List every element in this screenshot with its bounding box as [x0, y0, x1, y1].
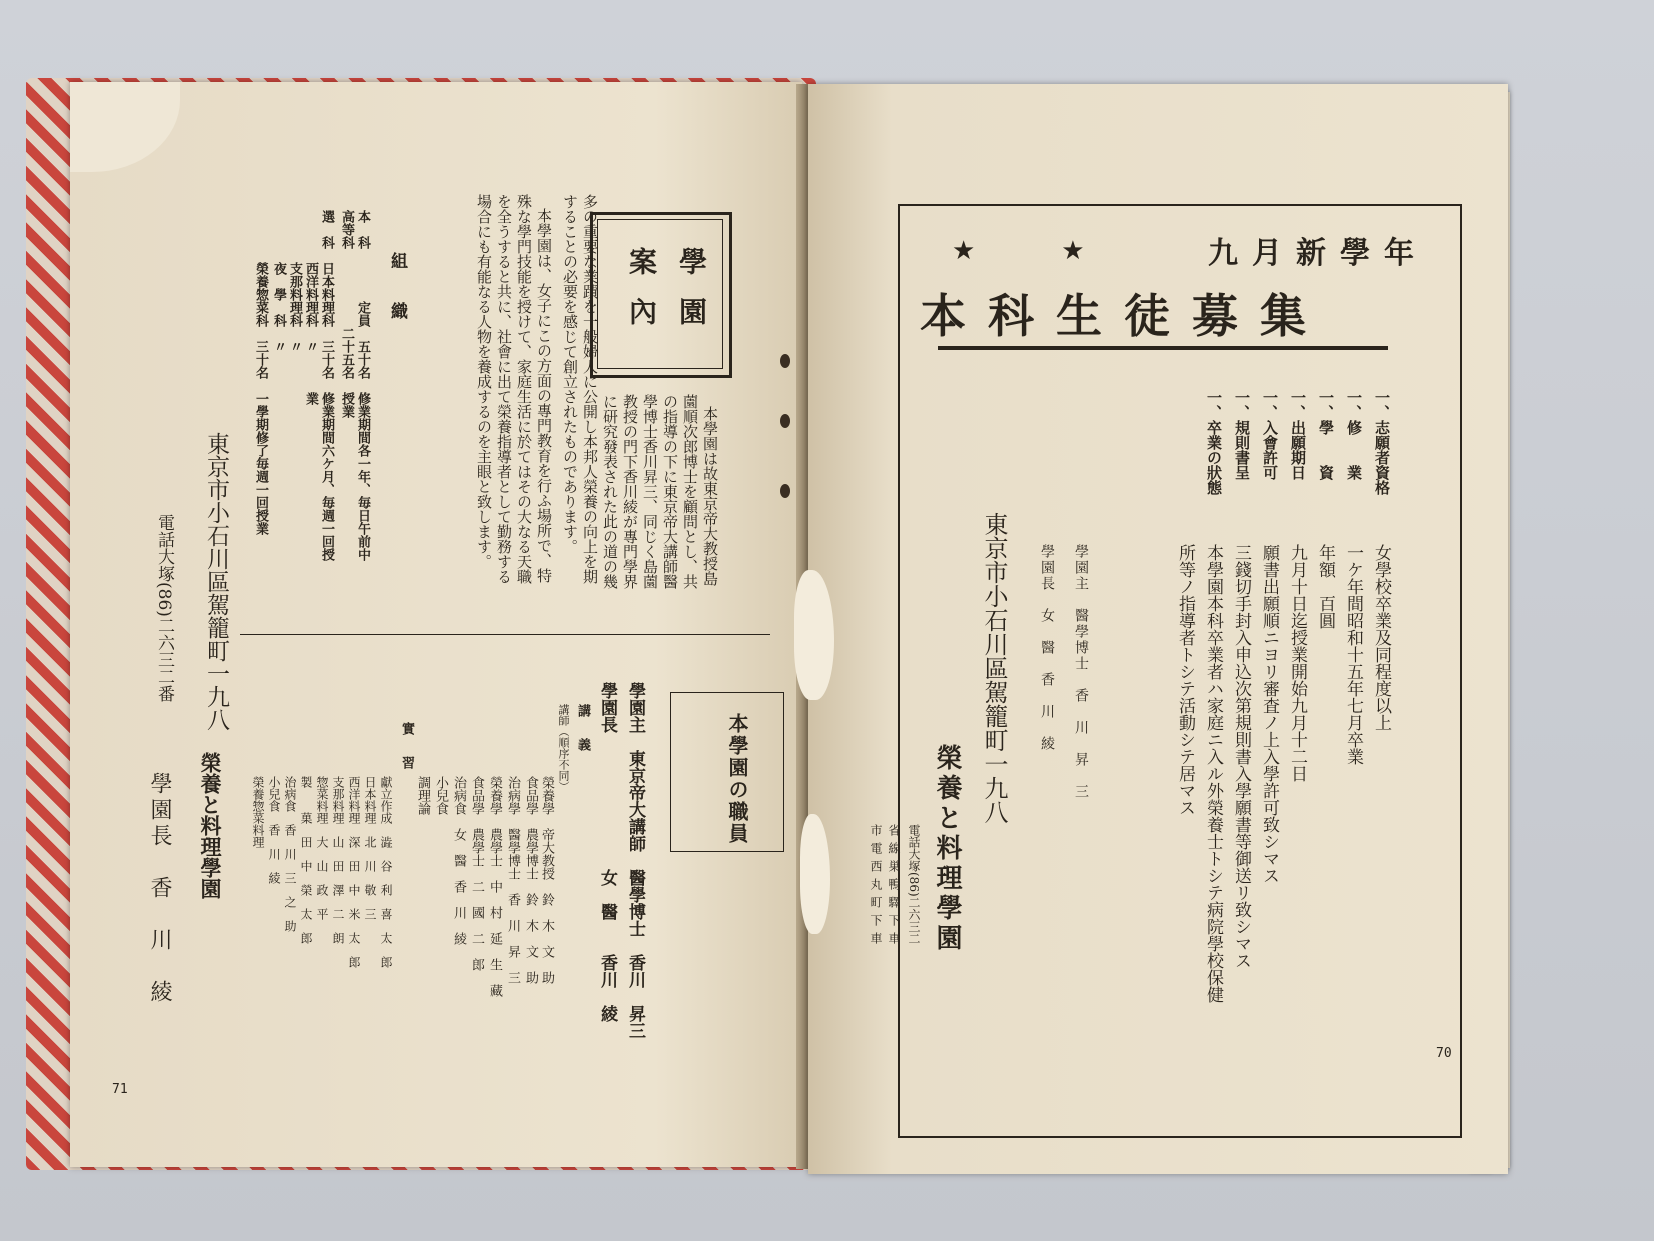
practice-row: 惣菜料理 大 山 政 平	[315, 776, 329, 920]
org-row: 夜 學 科 〃	[271, 210, 286, 353]
page-title: 本科生徒募集	[920, 289, 1328, 343]
item-value: 年額 百圓	[1315, 544, 1335, 629]
practice-row: 西洋料理 深 田 中 米 太 郎	[347, 776, 361, 968]
director: 學園長 女 醫 香 川 綾	[1039, 544, 1055, 752]
lecture-row: 治病食 女 醫 香 川 綾	[451, 776, 466, 945]
org-row: 榮養惣菜科 三十名 一學期修了毎週一回授業	[253, 210, 268, 535]
practice-row: 製 菓 田 中 榮 太 郎	[299, 776, 313, 944]
org-row: 支那料理科 〃	[287, 210, 302, 353]
org-row: 西洋料理科 〃 業	[303, 210, 318, 405]
lecture-row: 調理論	[415, 776, 430, 815]
right-address: 東京市小石川區駕籠町一九八	[980, 512, 1008, 824]
intro-line: 場合にも有能なる人物を養成するのを主眼と致します。	[475, 194, 493, 569]
lecture-row: 榮養學 帝大教授 鈴 木 文 助	[539, 776, 554, 984]
star-icon: ★ ★	[952, 236, 1115, 266]
org-heading: 組 織	[387, 252, 407, 327]
intro-line: することの必要を感じて創立されたものであります。	[561, 194, 579, 554]
lecture-row: 食品學 農學博士 鈴 木 文 助	[523, 776, 538, 984]
binding-hole	[780, 354, 790, 368]
page-number-right: 70	[1436, 1046, 1452, 1061]
item-label: 一、規則書呈	[1233, 390, 1251, 480]
left-page	[70, 82, 802, 1167]
practice-heading: 實 習	[399, 722, 414, 773]
guide-box	[590, 212, 732, 378]
transit-line: 市電西丸町下車	[869, 824, 883, 950]
item-value: 所等ノ指導者トシテ活動シテ居マス	[1175, 544, 1195, 816]
binding-hole	[780, 484, 790, 498]
left-school: 榮養と料理學園	[198, 752, 223, 899]
item-value: 本學園本科卒業者ハ家庭ニ入ル外榮養士トシテ病院學校保健	[1203, 544, 1223, 1003]
intro-line: 薗順次郎博士を顧問とし、共	[681, 394, 699, 589]
lecture-row: 食品學 農學士 二 國 二 郎	[469, 776, 484, 971]
page-tear	[794, 570, 834, 700]
headline-row	[928, 228, 1428, 271]
page-tear	[800, 814, 830, 934]
practice-row: 小兒食 香 川 綾	[267, 776, 281, 884]
lecture-row: 榮養學 農學士 中 村 延 生 藏	[487, 776, 502, 997]
lecture-row: 小兒食	[433, 776, 448, 815]
intro-line: 本學園は、女子にこの方面の專門教育を行ふ場所で、特	[535, 208, 553, 583]
intro-line: 學博士香川昇三、同じく島薗	[641, 394, 659, 589]
item-label: 一、修 業	[1345, 390, 1363, 480]
item-value: 三錢切手封入申込次第規則書入學願書等御送リ致シマス	[1231, 544, 1251, 969]
torn-corner	[70, 82, 180, 172]
practice-row: 支那料理 山 田 澤 二 朗	[331, 776, 345, 944]
left-director: 學園長 香 川 綾	[147, 772, 172, 1006]
practice-row: 榮養惣菜料理	[251, 776, 265, 848]
intro-line: の指導の下に東京帝大講師醫	[661, 394, 679, 589]
item-label: 一、志願者資格	[1373, 390, 1391, 495]
practice-row: 日本料理 北 川 敬 三	[363, 776, 377, 920]
intro-line: 教授の門下香川綾が專門學界	[621, 394, 639, 589]
intro-line: 本學園は故東京帝大教授島	[701, 406, 719, 586]
item-label: 一、入會許可	[1261, 390, 1279, 480]
left-address: 東京市小石川區駕籠町一九八	[203, 432, 229, 731]
guide-title-2: 案內	[625, 247, 658, 347]
page-number-left: 71	[112, 1082, 128, 1097]
staff-head-2: 學園長 女 醫 香川 綾	[597, 682, 617, 1022]
staff-box	[670, 692, 784, 852]
intro-line: 多の重要な業蹟を一般婦人に公開し本邦人榮養の向上を期	[581, 194, 599, 584]
transit-line: 省線巣鴨驛下車	[887, 824, 901, 950]
intro-line: に研究發表された此の道の幾	[601, 394, 619, 589]
headline: 九月新學年	[1208, 236, 1428, 271]
binding-hole	[780, 414, 790, 428]
intro-line: 殊な學門技能を授けて、家庭生活に於てはその大なる天職	[515, 194, 533, 584]
lecture-heading: 講 義	[575, 704, 590, 755]
item-label: 一、卒業の狀態	[1205, 390, 1223, 495]
intro-line: を全うすると共に、社會に出て榮養指導者として勤務する	[495, 194, 513, 584]
left-tel: 電話大塚(86)二六三二番	[154, 514, 174, 702]
right-school: 榮養と料理學園	[932, 744, 962, 954]
item-value: 九月十日迄授業開始九月十二日	[1287, 544, 1307, 782]
staff-head-1: 學園主 東京帝大講師 醫學博士 香川 昇三	[625, 682, 645, 1039]
lecture-row: 治病學 醫學博士 香 川 昇 三	[505, 776, 520, 984]
org-row: 本 科 定員 五十名 修業期間各一年、毎日午前中	[355, 210, 370, 561]
practice-row: 治病食 香 川 三 之 助	[283, 776, 297, 932]
staff-heading: 本學園の職員	[725, 713, 749, 845]
lecture-note: 講師（順序不同）	[557, 704, 570, 792]
item-label: 一、出願期日	[1289, 390, 1307, 480]
founder: 學園主 醫學博士 香 川 昇 三	[1073, 544, 1089, 800]
right-tel: 電話大塚(86)二六三二	[907, 824, 921, 945]
item-value: 願書出願順ニヨリ審査ノ上入學許可致シマス	[1259, 544, 1279, 884]
org-row: 高等科 二十五名 授業	[339, 210, 354, 418]
org-row: 選 科 日本料理科 三十名 修業期間六ケ月、毎週一回授	[319, 210, 334, 561]
title-rule	[938, 346, 1388, 350]
item-label: 一、學 資	[1317, 390, 1335, 480]
practice-row: 獻立作成 澁 谷 利 喜 太 郎	[379, 776, 393, 968]
right-page	[808, 84, 1508, 1174]
divider	[240, 634, 770, 635]
item-value: 女學校卒業及同程度以上	[1371, 544, 1391, 731]
guide-title-1: 學園	[675, 247, 708, 347]
item-value: 一ケ年間昭和十五年七月卒業	[1343, 544, 1363, 765]
